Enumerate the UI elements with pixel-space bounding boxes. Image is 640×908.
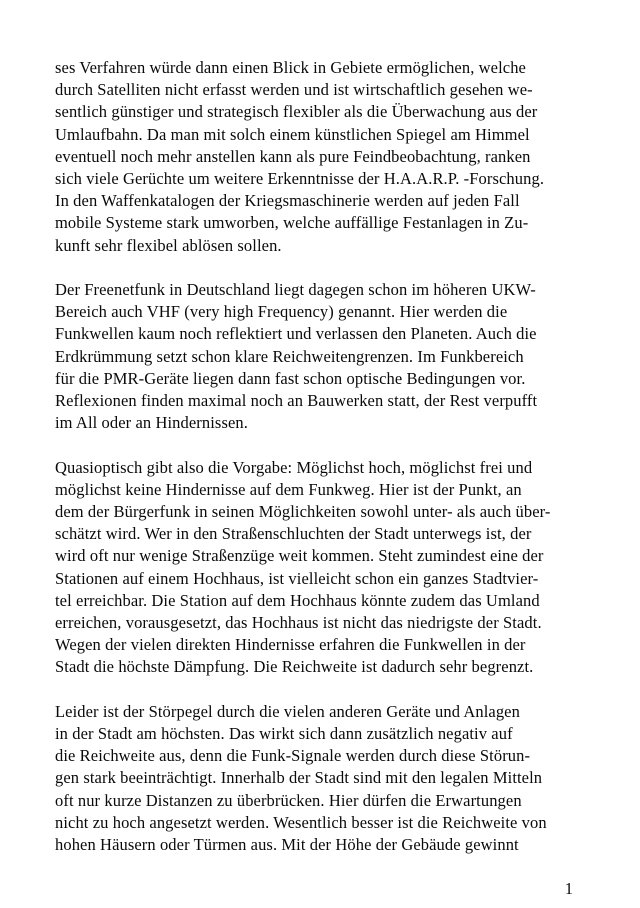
- paragraph: [55, 57, 595, 257]
- paragraph: [55, 279, 595, 434]
- text-line: tel erreichbar. Die Station auf dem Hochhaus könnte zudem das Umland: [55, 590, 540, 610]
- text-line: gen stark beeinträchtigt. Innerhalb der Stadt sind mit den legalen Mitteln: [55, 768, 543, 788]
- text-line: sich viele Gerüchte um weitere Erkenntnisse der H.A.A.R.P. -Forschung.: [55, 169, 545, 189]
- text-line: im All oder an Hindernissen.: [55, 413, 248, 433]
- text-line: In den Waffenkatalogen der Kriegsmaschinerie werden auf jeden Fall: [55, 191, 520, 211]
- paragraph: [55, 457, 595, 679]
- text-line: erreichen, vorausgesetzt, das Hochhaus ist nicht das niedrigste der Stadt.: [55, 613, 542, 633]
- text-line: für die PMR-Geräte liegen dann fast schon optische Bedingungen vor.: [55, 368, 526, 388]
- text-line: eventuell noch mehr anstellen kann als pure Feindbeobachtung, ranken: [55, 146, 531, 166]
- text-line: möglichst keine Hindernisse auf dem Funkweg. Hier ist der Punkt, an: [55, 479, 522, 499]
- text-line: ses Verfahren würde dann einen Blick in Gebiete ermöglichen, welche: [55, 58, 526, 77]
- text-line: dem der Bürgerfunk in seinen Möglichkeiten sowohl unter- als auch über-: [55, 502, 551, 522]
- paragraph: [55, 701, 595, 856]
- text-line: Der Freenetfunk in Deutschland liegt dagegen schon im höheren UKW-: [55, 280, 536, 300]
- text-line: Bereich auch VHF (very high Frequency) genannt. Hier werden die: [55, 302, 508, 322]
- text-line: mobile Systeme stark umworben, welche auffällige Festanlagen in Zu-: [55, 213, 529, 233]
- text-line: hohen Häusern oder Türmen aus. Mit der Höhe der Gebäude gewinnt: [55, 835, 519, 855]
- text-line: Erdkrümmung setzt schon klare Reichweitengrenzen. Im Funkbereich: [55, 346, 524, 366]
- text-line: Stadt die höchste Dämpfung. Die Reichweite ist dadurch sehr begrenzt.: [55, 657, 534, 677]
- page-number: 1: [564, 879, 573, 899]
- text-line: Leider ist der Störpegel durch die vielen anderen Geräte und Anlagen: [55, 701, 520, 721]
- text-line: Wegen der vielen direkten Hindernisse erfahren die Funkwellen in der: [55, 635, 526, 655]
- text-line: oft nur kurze Distanzen zu überbrücken. Hier dürfen die Erwartungen: [55, 790, 522, 810]
- page-footer: [55, 878, 595, 900]
- text-line: sentlich günstiger und strategisch flexibler als die Überwachung aus der: [55, 102, 538, 122]
- text-line: Stationen auf einem Hochhaus, ist vielleicht schon ein ganzes Stadtvier-: [55, 568, 539, 588]
- text-line: schätzt wird. Wer in den Straßenschluchten der Stadt unterwegs ist, der: [55, 524, 532, 544]
- text-line: in der Stadt am höchsten. Das wirkt sich dann zusätzlich negativ auf: [55, 724, 513, 744]
- text-line: die Reichweite aus, denn die Funk-Signale werden durch diese Störun-: [55, 746, 531, 766]
- text-line: nicht zu hoch angesetzt werden. Wesentlich besser ist die Reichweite von: [55, 812, 547, 832]
- text-line: kunft sehr flexibel ablösen sollen.: [55, 235, 282, 255]
- text-line: Funkwellen kaum noch reflektiert und verlassen den Planeten. Auch die: [55, 324, 537, 344]
- text-line: durch Satelliten nicht erfasst werden und ist wirtschaftlich gesehen we-: [55, 80, 533, 100]
- text-line: Umlaufbahn. Da man mit solch einem künstlichen Spiegel am Himmel: [55, 124, 530, 144]
- text-line: Quasioptisch gibt also die Vorgabe: Möglichst hoch, möglichst frei und: [55, 457, 533, 477]
- text-line: Reflexionen finden maximal noch an Bauwerken statt, der Rest verpufft: [55, 391, 538, 411]
- text-line: wird oft nur wenige Straßenzüge weit kommen. Steht zumindest eine der: [55, 546, 544, 566]
